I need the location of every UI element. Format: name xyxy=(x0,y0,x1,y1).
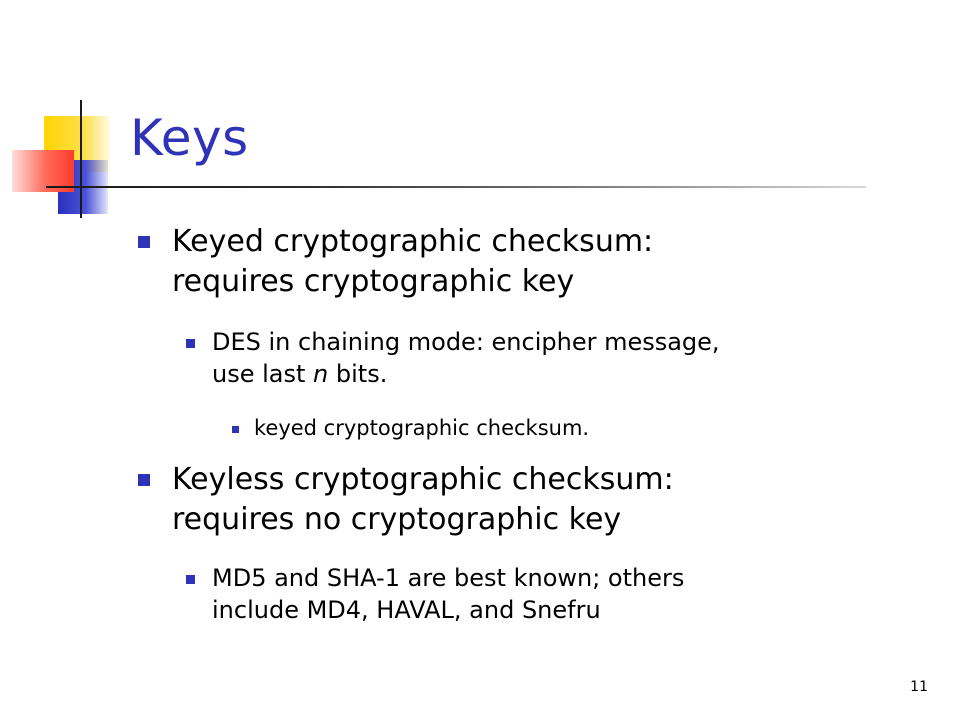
text-segment: use last xyxy=(212,360,314,388)
bullet-text-line: Keyed cryptographic checksum: xyxy=(172,224,654,259)
bullet-text-line: MD5 and SHA-1 are best known; others xyxy=(212,564,685,592)
bullet-text-line: include MD4, HAVAL, and Snefru xyxy=(212,596,601,624)
page-number: 11 xyxy=(910,679,928,695)
sub-bullet-square-icon xyxy=(186,575,195,584)
sub-bullet-square-icon xyxy=(186,339,195,348)
bullet-text-line: Keyless cryptographic checksum: xyxy=(172,462,674,497)
italic-variable: n xyxy=(313,360,329,388)
bullet-square-icon xyxy=(138,474,150,486)
bullet-text-line: DES in chaining mode: encipher message, xyxy=(212,328,720,356)
bullet-text-line xyxy=(212,358,387,390)
sub-sub-bullet-square-icon xyxy=(232,426,239,433)
text-segment: bits. xyxy=(328,360,388,388)
bullet-text-line: requires cryptographic key xyxy=(172,264,575,299)
bullet-text-line: requires no cryptographic key xyxy=(172,502,622,537)
slide-title: Keys xyxy=(130,109,249,167)
bullet-text-line: keyed cryptographic checksum. xyxy=(254,416,590,440)
bullet-square-icon xyxy=(138,236,150,248)
